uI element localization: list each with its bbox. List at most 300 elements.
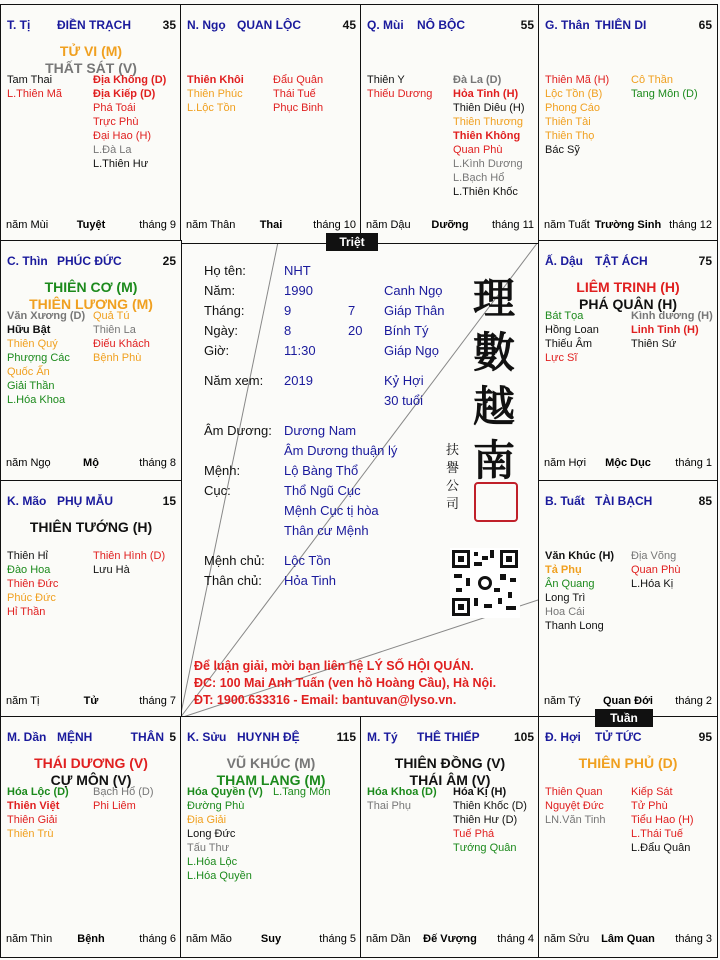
minor-star: Phá Toái (93, 102, 136, 114)
minor-star: Kình dương (H) (631, 310, 713, 322)
minor-star: Lực Sĩ (545, 352, 578, 364)
palace-name: PHÚC ĐỨC (57, 254, 122, 268)
minor-star: Tấu Thư (187, 842, 230, 854)
birth-can-chi: Giáp Ngọ (384, 343, 439, 358)
minor-star: Thiên Mã (H) (545, 74, 610, 86)
minor-star: Hỉ Thần (7, 606, 46, 618)
main-stars (539, 279, 717, 313)
palace-extra: THÂN (130, 730, 164, 744)
birth-lunar-value: 20 (348, 323, 363, 338)
birth-label: Họ tên: (204, 263, 246, 278)
minor-star: Tiểu Hao (H) (631, 814, 694, 826)
main-star: LIÊM TRINH (H) (576, 279, 680, 295)
palace-branch: G. Thân (545, 18, 590, 32)
main-star: THÁI DƯƠNG (V) (34, 755, 148, 771)
minor-star: Thiên Thương (453, 116, 524, 128)
minor-star: Bát Tọa (545, 310, 584, 322)
minor-star: Bạch Hổ (D) (93, 786, 154, 798)
palace-header (187, 730, 356, 744)
minor-stars-left (367, 73, 432, 101)
minor-star: Thiên Hư (D) (453, 814, 518, 826)
menh-label: Mệnh: (204, 463, 241, 478)
calligraphy-logo (464, 272, 524, 492)
cuc-2: Mệnh Cục tị hòa (284, 503, 379, 518)
palace-age: 85 (698, 494, 712, 508)
minor-star: Thiên Giải (7, 814, 58, 826)
contact-line-3: ĐT: 1900.633316 - Email: bantuvan@lyso.vn. (194, 693, 457, 707)
palace-year: năm Thìn (6, 933, 53, 945)
minor-star: Phục Binh (273, 102, 324, 114)
palace-footer (544, 457, 712, 471)
palace-cell[interactable] (538, 480, 718, 720)
palace-branch: Q. Mùi (367, 18, 404, 32)
minor-star: Linh Tinh (H) (631, 324, 699, 336)
palace-footer (186, 933, 356, 947)
palace-year: năm Thân (186, 219, 236, 231)
minor-star: L.Hóa Kị (631, 578, 674, 590)
minor-star: Địa Kiếp (D) (93, 88, 156, 100)
palace-footer (6, 695, 176, 709)
minor-star: Ân Quang (545, 578, 595, 590)
minor-stars-right (93, 785, 154, 813)
than-chu-value: Hỏa Tinh (284, 573, 337, 588)
main-star: THẤT SÁT (V) (45, 60, 137, 76)
palace-header (7, 18, 176, 32)
minor-star: L.Đà La (93, 144, 132, 156)
minor-star: Hóa Lộc (D) (7, 786, 69, 798)
qr-code-icon (450, 548, 520, 618)
palace-cell[interactable] (0, 716, 182, 958)
minor-star: Hoa Cái (545, 606, 585, 618)
minor-star: Hóa Khoa (D) (367, 786, 437, 798)
birth-can-chi: Giáp Thân (384, 303, 445, 318)
palace-age: 75 (698, 254, 712, 268)
palace-phase: Tuyệt (76, 219, 106, 231)
palace-month: tháng 6 (139, 933, 176, 945)
palace-name: NÔ BỘC (417, 18, 465, 32)
main-stars (1, 43, 181, 77)
palace-name: ĐIỀN TRẠCH (57, 18, 131, 32)
minor-star: Phong Cáo (545, 102, 601, 114)
palace-name: HUYNH ĐỆ (237, 730, 300, 744)
palace-name: TẬT ÁCH (595, 254, 648, 268)
minor-star: L.Kình Dương (453, 158, 523, 170)
minor-stars-right (273, 785, 330, 799)
palace-month: tháng 4 (497, 933, 534, 945)
am-duong-1: Dương Nam (284, 423, 357, 438)
palace-header (7, 254, 176, 268)
palace-year: năm Tý (544, 695, 581, 707)
palace-header (367, 730, 534, 744)
birth-can-chi: Bính Tý (384, 323, 429, 338)
main-stars (1, 279, 181, 313)
palace-phase: Suy (260, 933, 282, 945)
main-star: VŨ KHÚC (M) (226, 755, 316, 771)
palace-age: 35 (162, 18, 176, 32)
palace-month: tháng 11 (491, 219, 534, 231)
palace-header (7, 730, 176, 744)
minor-stars-left (545, 73, 609, 157)
minor-star: Phi Liêm (93, 800, 136, 812)
minor-stars-left (7, 549, 58, 619)
palace-branch: K. Mão (7, 494, 47, 508)
minor-star: L.Thiên Hư (93, 158, 149, 170)
birth-label: Tháng: (204, 303, 245, 318)
minor-star: Tam Thai (7, 74, 53, 86)
minor-star: Thiên Diêu (H) (453, 102, 525, 114)
minor-star: Tuế Phá (453, 828, 495, 840)
palace-month: tháng 1 (675, 457, 712, 469)
birth-can-chi: Canh Ngọ (384, 283, 443, 298)
palace-month: tháng 12 (669, 219, 712, 231)
minor-star: Quan Phù (453, 144, 503, 156)
palace-name: PHỤ MẪU (57, 494, 113, 508)
palace-phase: Tử (83, 695, 99, 707)
main-stars (1, 755, 181, 789)
palace-name: TÀI BẠCH (595, 494, 653, 508)
palace-cell[interactable] (180, 716, 362, 958)
palace-footer (6, 933, 176, 947)
minor-star: Thiên Sứ (631, 338, 677, 350)
logo-character: 南 (472, 436, 515, 485)
minor-stars-left (545, 309, 599, 365)
minor-star: Lộc Tồn (B) (545, 88, 603, 100)
minor-stars-left (187, 785, 263, 883)
logo-character: 數 (472, 328, 515, 377)
palace-month: tháng 9 (139, 219, 176, 231)
triet-tag: Triệt (326, 233, 378, 251)
main-star: THÁI ÂM (V) (409, 772, 491, 788)
minor-star: Thiên Hình (D) (93, 550, 166, 562)
main-stars (181, 755, 361, 789)
minor-star: Trực Phù (93, 116, 139, 128)
minor-star: Lưu Hà (93, 564, 130, 576)
palace-age: 5 (169, 730, 176, 744)
minor-stars-right (631, 73, 698, 101)
minor-star: L.Hóa Quyền (187, 870, 252, 882)
minor-star: Quốc Ấn (7, 366, 50, 378)
palace-header (187, 18, 356, 32)
minor-star: Thiên Trù (7, 828, 54, 840)
main-star: THIÊN PHỦ (D) (578, 755, 678, 771)
birth-lunar-value: 7 (348, 303, 356, 318)
palace-cell[interactable] (0, 480, 182, 720)
minor-star: Tướng Quân (453, 842, 517, 854)
birth-label: Ngày: (204, 323, 238, 338)
qr-code[interactable] (450, 548, 520, 618)
minor-star: Thiên Đức (7, 578, 59, 590)
contact-line-1: Để luận giải, mời bạn liên hệ LÝ SỐ HỘI QUÁN. (194, 659, 474, 673)
main-star: TỬ VI (M) (59, 43, 123, 59)
palace-age: 45 (342, 18, 356, 32)
palace-year: năm Mùi (6, 219, 49, 231)
palace-phase: Mộc Dục (605, 457, 651, 469)
palace-header (367, 18, 534, 32)
minor-star: Đào Hoa (7, 564, 51, 576)
minor-star: Hóa Kị (H) (453, 786, 507, 798)
nam-xem-can-chi: Kỷ Hợi (384, 373, 424, 388)
minor-star: Hỏa Tinh (H) (453, 88, 519, 100)
tuan-tag: Tuần (595, 709, 653, 727)
minor-star: Văn Khúc (H) (545, 550, 615, 562)
main-star: THIÊN LƯƠNG (M) (29, 296, 153, 312)
minor-star: Thiên Khôi (187, 74, 244, 86)
minor-star: Thiên Quan (545, 786, 603, 798)
palace-age: 115 (336, 730, 356, 744)
red-seal (474, 482, 518, 522)
palace-branch: Ấ. Dậu (545, 254, 584, 268)
birth-value: 9 (284, 303, 292, 318)
palace-name: TỬ TỨC (595, 730, 642, 744)
menh-chu-label: Mệnh chủ: (204, 553, 265, 568)
palace-branch: C. Thìn (7, 254, 48, 268)
minor-star: Bệnh Phù (93, 352, 142, 364)
palace-phase: Mộ (83, 457, 99, 469)
minor-stars-left (7, 73, 62, 101)
minor-star: Thiên La (93, 324, 136, 336)
minor-stars-right (273, 73, 323, 115)
palace-age: 105 (513, 730, 534, 744)
minor-star: Phúc Đức (7, 592, 56, 604)
palace-year: năm Hợi (544, 457, 587, 469)
main-stars (361, 755, 539, 789)
minor-star: Thiên Không (453, 130, 521, 142)
minor-star: Đẩu Quân (273, 74, 324, 86)
nam-xem-value: 2019 (284, 373, 313, 388)
minor-star: Thai Phụ (367, 800, 412, 812)
palace-phase: Dưỡng (431, 219, 469, 231)
minor-stars-left (7, 785, 69, 841)
minor-star: L.Thiên Mã (7, 88, 63, 100)
minor-star: L.Thiên Khốc (453, 186, 518, 198)
tuoi: 30 tuổi (384, 393, 424, 408)
minor-star: Thiên Y (367, 74, 405, 86)
palace-branch: T. Tị (7, 18, 31, 32)
main-star: PHÁ QUÂN (H) (579, 296, 677, 312)
cuc-1: Thổ Ngũ Cục (284, 483, 361, 498)
palace-phase: Thai (259, 219, 283, 231)
minor-star: Hóa Quyền (V) (187, 786, 263, 798)
minor-star: L.Bạch Hổ (453, 172, 505, 184)
birth-label: Năm: (204, 283, 236, 298)
than-chu-label: Thân chủ: (204, 573, 262, 588)
cuc-label: Cục: (204, 483, 231, 498)
minor-star: Tả Phụ (545, 564, 582, 576)
minor-star: Cô Thần (631, 74, 673, 86)
minor-star: L.Hóa Khoa (7, 394, 66, 406)
minor-stars-right (453, 785, 527, 855)
main-star: CỰ MÔN (V) (50, 772, 132, 788)
minor-stars-right (453, 73, 525, 199)
minor-star: Phượng Các (7, 352, 70, 364)
birth-value: 8 (284, 323, 292, 338)
palace-phase: Đế Vượng (423, 933, 477, 945)
menh-value: Lộ Bàng Thổ (284, 463, 359, 478)
palace-month: tháng 5 (319, 933, 356, 945)
minor-stars-left (545, 785, 606, 827)
minor-star: Thiên Hỉ (7, 550, 48, 562)
minor-star: L.Lộc Tồn (187, 102, 236, 114)
minor-star: Đà La (D) (453, 74, 502, 86)
palace-footer (6, 219, 176, 233)
minor-star: Bác Sỹ (545, 144, 580, 156)
palace-name: THIÊN DI (595, 18, 647, 32)
palace-year: năm Dần (366, 933, 411, 945)
palace-age: 15 (162, 494, 176, 508)
palace-phase: Bệnh (77, 933, 105, 945)
palace-cell[interactable] (180, 4, 362, 244)
birth-label: Giờ: (204, 343, 230, 358)
cuc-3: Thân cư Mệnh (284, 523, 369, 538)
minor-star: L.Đẩu Quân (631, 842, 691, 854)
palace-phase: Quan Đới (603, 695, 653, 707)
am-duong-2: Âm Dương thuận lý (284, 443, 398, 458)
birth-value: 1990 (284, 283, 313, 298)
palace-age: 55 (520, 18, 534, 32)
minor-stars-right (93, 549, 165, 577)
minor-star: L.Thái Tuế (631, 828, 683, 840)
minor-star: Địa Giải (187, 814, 227, 826)
palace-year: năm Tị (6, 695, 40, 707)
birth-value: 11:30 (284, 343, 316, 358)
birth-value: NHT (284, 263, 311, 278)
minor-star: Kiếp Sát (631, 786, 673, 798)
palace-branch: N. Ngọ (187, 18, 226, 32)
palace-branch: Đ. Hợi (545, 730, 581, 744)
minor-star: Thiên Thọ (545, 130, 595, 142)
palace-footer (366, 933, 534, 947)
minor-star: Nguyệt Đức (545, 800, 604, 812)
palace-year: năm Ngọ (6, 457, 51, 469)
minor-star: Thiên Việt (7, 800, 60, 812)
palace-header (545, 730, 712, 744)
main-stars (1, 519, 181, 536)
minor-star: Tang Môn (D) (631, 88, 698, 100)
seal-text: 扶 譽 公 司 (446, 443, 460, 512)
palace-footer (544, 219, 712, 233)
minor-star: Giải Thần (7, 380, 55, 392)
palace-header (7, 494, 176, 508)
main-star: THIÊN ĐỒNG (V) (394, 755, 506, 771)
palace-month: tháng 10 (313, 219, 356, 231)
minor-stars-right (631, 549, 681, 591)
palace-footer (544, 695, 712, 709)
minor-star: L.Tang Môn (273, 786, 331, 798)
minor-star: Long Đức (187, 828, 236, 840)
minor-star: Thiếu Âm (545, 338, 593, 350)
palace-footer (544, 933, 712, 947)
palace-header (545, 254, 712, 268)
palace-branch: M. Dần (7, 730, 47, 744)
minor-star: Long Trì (545, 592, 586, 604)
palace-cell[interactable] (538, 4, 718, 244)
minor-star: Hữu Bật (7, 324, 51, 336)
palace-name: MỆNH (57, 730, 93, 744)
palace-month: tháng 3 (675, 933, 712, 945)
main-star: THAM LANG (M) (216, 772, 326, 788)
palace-year: năm Mão (186, 933, 232, 945)
palace-header (545, 494, 712, 508)
palace-phase: Trường Sinh (594, 219, 662, 231)
logo-character: 理 (472, 274, 515, 323)
center-info-panel (180, 242, 538, 718)
minor-star: Thiên Tài (545, 116, 591, 128)
menh-chu-value: Lộc Tồn (284, 553, 331, 568)
minor-stars-right (631, 785, 694, 855)
palace-footer (6, 457, 176, 471)
nam-xem-label: Năm xem: (204, 373, 264, 388)
palace-name: THÊ THIẾP (417, 730, 480, 744)
palace-age: 25 (162, 254, 176, 268)
minor-star: Đường Phù (187, 800, 245, 812)
palace-age: 65 (698, 18, 712, 32)
minor-star: Đại Hao (H) (93, 130, 152, 142)
am-duong-label: Âm Dương: (204, 423, 272, 438)
palace-cell[interactable] (0, 4, 182, 244)
minor-star: Thái Tuế (273, 88, 316, 100)
minor-stars-right (631, 309, 713, 351)
palace-cell[interactable] (360, 4, 540, 244)
contact-line-2: ĐC: 100 Mai Anh Tuấn (ven hồ Hoàng Cầu), Hà Nội. (194, 676, 497, 690)
palace-year: năm Dậu (366, 219, 411, 231)
palace-phase: Lâm Quan (601, 933, 655, 945)
minor-star: Quan Phù (631, 564, 681, 576)
palace-cell[interactable] (0, 240, 182, 482)
minor-stars-left (367, 785, 437, 813)
logo-character: 越 (472, 382, 515, 431)
minor-star: Điếu Khách (93, 338, 150, 350)
palace-branch: M. Tý (367, 730, 398, 744)
minor-star: Thanh Long (545, 620, 604, 632)
minor-stars-left (187, 73, 244, 115)
palace-branch: B. Tuất (545, 494, 585, 508)
palace-name: QUAN LỘC (237, 18, 301, 32)
minor-star: Thiếu Dương (367, 88, 433, 100)
main-star: THIÊN CƠ (M) (44, 279, 138, 295)
minor-stars-left (545, 549, 614, 633)
minor-stars-right (93, 73, 166, 171)
palace-footer (186, 219, 356, 233)
palace-age: 95 (698, 730, 712, 744)
palace-year: năm Sửu (544, 933, 590, 945)
minor-stars-left (7, 309, 85, 407)
minor-star: LN.Văn Tinh (545, 814, 606, 826)
minor-star: Địa Không (D) (93, 74, 167, 86)
palace-cell[interactable] (538, 716, 718, 958)
minor-star: Địa Võng (631, 550, 677, 562)
palace-month: tháng 8 (139, 457, 176, 469)
minor-star: Tử Phù (631, 800, 668, 812)
minor-star: Thiên Phúc (187, 88, 243, 100)
palace-cell[interactable] (538, 240, 718, 482)
palace-month: tháng 2 (675, 695, 712, 707)
main-star: THIÊN TƯỚNG (H) (29, 519, 153, 535)
minor-star: Văn Xương (D) (7, 310, 86, 322)
main-stars (539, 755, 717, 772)
palace-year: năm Tuất (544, 219, 590, 231)
minor-star: Quả Tú (93, 310, 130, 322)
palace-month: tháng 7 (139, 695, 176, 707)
palace-branch: K. Sửu (187, 730, 227, 744)
minor-star: Thiên Quý (7, 338, 58, 350)
palace-header (545, 18, 712, 32)
palace-cell[interactable] (360, 716, 540, 958)
minor-stars-right (93, 309, 150, 365)
minor-star: Hồng Loan (545, 324, 599, 336)
minor-star: L.Hóa Lộc (187, 856, 238, 868)
palace-footer (366, 219, 534, 233)
minor-star: Thiên Khốc (D) (453, 800, 527, 812)
